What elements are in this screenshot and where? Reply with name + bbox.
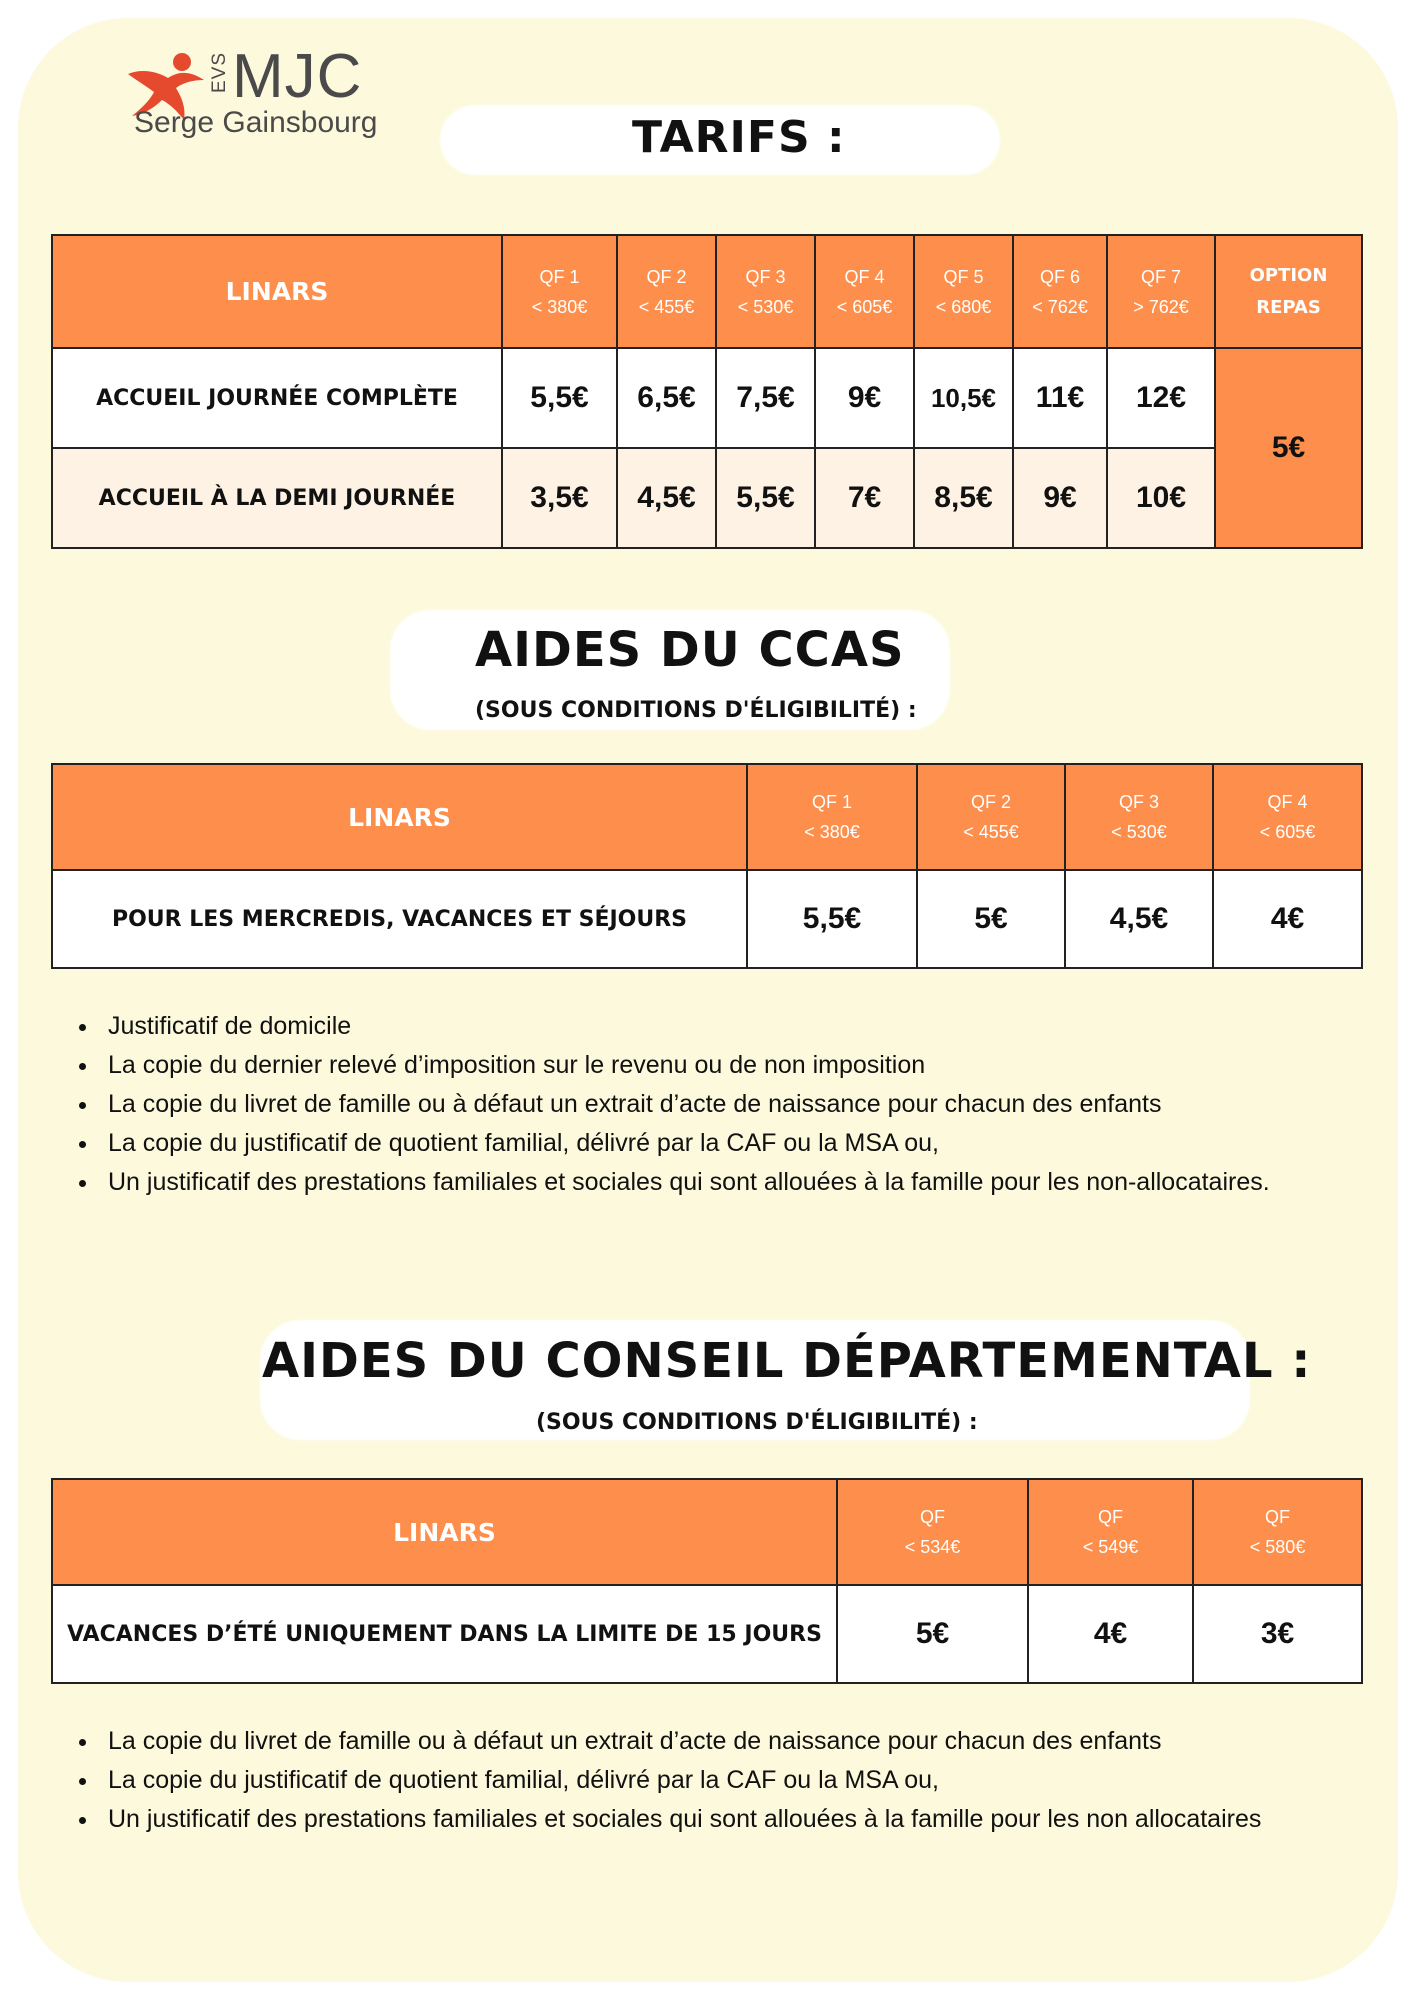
column-header-qf3: QF 3 < 530€: [716, 235, 815, 348]
column-header-qf7: QF 7 > 762€: [1107, 235, 1215, 348]
row-label: ACCUEIL À LA DEMI JOURNÉE: [52, 448, 502, 548]
list-item: • Justificatif de domicile: [100, 1007, 1390, 1046]
evs-label: EVS: [209, 52, 230, 94]
conseil-table: [51, 1478, 1363, 1684]
table-cell: 5,5€: [716, 448, 815, 548]
table-header-row: [52, 1479, 1362, 1585]
table-cell: 10€: [1107, 448, 1215, 548]
column-header-linars: LINARS: [52, 1479, 837, 1585]
table-row: [52, 448, 1362, 548]
option-repas-price: 5€: [1215, 348, 1362, 548]
row-label: ACCUEIL JOURNÉE COMPLÈTE: [52, 348, 502, 448]
table-cell: 7€: [815, 448, 914, 548]
table-cell: 4,5€: [617, 448, 716, 548]
table-cell: 8,5€: [914, 448, 1013, 548]
table-cell: 5€: [917, 870, 1065, 968]
conseil-documents-list: [60, 1722, 1390, 1839]
column-header-qf1: QF 1 < 380€: [502, 235, 617, 348]
table-cell: 4€: [1213, 870, 1362, 968]
table-cell: 7,5€: [716, 348, 815, 448]
table-cell: 5€: [837, 1585, 1028, 1683]
column-header-qf-549: QF < 549€: [1028, 1479, 1193, 1585]
table-row: [52, 870, 1362, 968]
column-header-qf4: QF 4 < 605€: [1213, 764, 1362, 870]
list-item: • La copie du livret de famille ou à défaut un extrait d’acte de naissance pour chacun des enfants: [100, 1722, 1390, 1761]
table-header-row: [52, 235, 1362, 348]
logo-subtitle: Serge Gainsbourg: [134, 106, 378, 139]
table-cell: 3€: [1193, 1585, 1362, 1683]
table-cell: 9€: [815, 348, 914, 448]
row-label: VACANCES D’ÉTÉ UNIQUEMENT DANS LA LIMITE DE 15 JOURS: [52, 1585, 837, 1683]
row-label: POUR LES MERCREDIS, VACANCES ET SÉJOURS: [52, 870, 747, 968]
table-header-row: [52, 764, 1362, 870]
column-header-qf1: QF 1 < 380€: [747, 764, 917, 870]
mjc-logo: [122, 42, 422, 146]
column-header-qf2: QF 2 < 455€: [617, 235, 716, 348]
table-cell: 4€: [1028, 1585, 1193, 1683]
list-item: • La copie du livret de famille ou à défaut un extrait d’acte de naissance pour chacun des enfants: [100, 1085, 1390, 1124]
ccas-subtitle: (SOUS CONDITIONS D'ÉLIGIBILITÉ) :: [475, 698, 917, 723]
table-row: [52, 348, 1362, 448]
conseil-subtitle: (SOUS CONDITIONS D'ÉLIGIBILITÉ) :: [536, 1410, 978, 1435]
column-header-qf-580: QF < 580€: [1193, 1479, 1362, 1585]
column-header-qf6: QF 6 < 762€: [1013, 235, 1107, 348]
table-cell: 4,5€: [1065, 870, 1213, 968]
list-item: • La copie du dernier relevé d’imposition sur le revenu ou de non imposition: [100, 1046, 1390, 1085]
conseil-title: AIDES DU CONSEIL DÉPARTEMENTAL :: [262, 1333, 1312, 1389]
list-item: • La copie du justificatif de quotient familial, délivré par la CAF ou la MSA ou,: [100, 1761, 1390, 1800]
ccas-table: [51, 763, 1363, 969]
table-cell: 5,5€: [747, 870, 917, 968]
list-item: • La copie du justificatif de quotient familial, délivré par la CAF ou la MSA ou,: [100, 1124, 1390, 1163]
tarifs-title: TARIFS :: [632, 112, 846, 163]
column-header-linars: LINARS: [52, 764, 747, 870]
column-header-qf4: QF 4 < 605€: [815, 235, 914, 348]
column-header-qf2: QF 2 < 455€: [917, 764, 1065, 870]
column-header-qf-534: QF < 534€: [837, 1479, 1028, 1585]
table-cell: 3,5€: [502, 448, 617, 548]
column-header-qf5: QF 5 < 680€: [914, 235, 1013, 348]
tarifs-table: [51, 234, 1363, 549]
column-header-option-repas: OPTION REPAS: [1215, 235, 1362, 348]
ccas-title: AIDES DU CCAS: [475, 622, 905, 678]
list-item: • Un justificatif des prestations familiales et sociales qui sont allouées à la famille pour les non allocataires: [100, 1800, 1390, 1839]
table-row: [52, 1585, 1362, 1683]
column-header-linars: LINARS: [52, 235, 502, 348]
column-header-qf3: QF 3 < 530€: [1065, 764, 1213, 870]
table-cell: 12€: [1107, 348, 1215, 448]
ccas-documents-list: [60, 1007, 1390, 1202]
table-cell: 9€: [1013, 448, 1107, 548]
table-cell: 6,5€: [617, 348, 716, 448]
table-cell: 11€: [1013, 348, 1107, 448]
mjc-brand: MJC: [232, 42, 363, 111]
list-item: • Un justificatif des prestations familiales et sociales qui sont allouées à la famille pour les non-allocataires.: [100, 1163, 1390, 1202]
table-cell: 5,5€: [502, 348, 617, 448]
table-cell: 10,5€: [914, 348, 1013, 448]
